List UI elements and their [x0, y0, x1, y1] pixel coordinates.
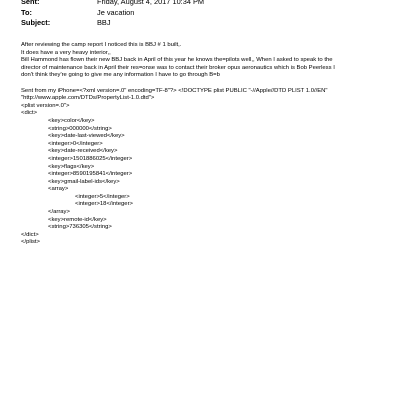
blank-line	[21, 80, 393, 88]
email-header	[21, 0, 381, 29]
body-line: Bill Hammond has flown their new BBJ back in April of this year he knows the=pilots well,, When I asked to speak to the	[21, 57, 333, 64]
sent-row	[21, 0, 381, 8]
plist-entry: <key>color</key>	[48, 117, 95, 124]
to-label: To:	[21, 7, 32, 17]
dict-close-line: </dict>	[21, 231, 39, 238]
email-body	[21, 42, 393, 247]
subject-row	[21, 18, 381, 29]
plist-entry: <key>date-received</key>	[48, 148, 118, 155]
plist-entry: </array>	[48, 209, 70, 216]
plist-entry: <integer>0</integer>	[48, 140, 103, 147]
subject-value: BBJ	[97, 18, 111, 28]
body-line: After reviewing the camp report I noticed this is BBJ # 1 built,.	[21, 42, 182, 48]
body-line: don't think they're going to give me any information I have to go through B=b	[21, 72, 220, 79]
plist-entry: <key>gmail-label-ids</key>	[48, 178, 120, 185]
sent-from-line: Sent from my iPhone=<?xml version=.0" encoding=TF-8"?> <!DOCTYPE plist PUBLIC "-//Apple//DTD PLIST 1.0//EN"	[21, 87, 328, 94]
to-row	[21, 8, 381, 19]
body-line: director of maintenance back in April their res=onse was to contact their broker opus aeronautics which is Bob Peerless I	[21, 64, 335, 71]
sent-label: Sent:	[21, 0, 40, 6]
plist-entry: <string>000000</string>	[48, 125, 112, 132]
plist-entry: <key>flags</key>	[48, 163, 95, 170]
body-line: It does have a very heavy interior,,	[21, 49, 111, 56]
sent-value: Friday, August 4, 2017 10:34 PM	[97, 0, 205, 6]
plist-entry: <integer>1501886025</integer>	[48, 155, 133, 162]
dict-open-line: <dict>	[21, 110, 38, 117]
plist-array-item: <integer>5</integer>	[75, 193, 130, 200]
plist-open-line: <plist version=.0">	[21, 102, 70, 109]
plist-entry: <string>736305</string>	[48, 224, 112, 231]
plist-entry: <key>date-last-viewed</key>	[48, 133, 125, 140]
plist-entry: <array>	[48, 186, 69, 193]
to-value: Je vacation	[97, 7, 135, 17]
plist-close-line: </plist>	[21, 239, 40, 246]
dtd-url-line: "http://www.apple.com/DTDs/PropertyList-1.0.dtd">	[21, 95, 155, 102]
plist-entry: <key>remote-id</key>	[48, 216, 107, 223]
subject-label: Subject:	[21, 18, 51, 28]
plist-array-item: <integer>18</integer>	[75, 201, 133, 208]
plist-entry: <integer>8590195841</integer>	[48, 171, 133, 178]
